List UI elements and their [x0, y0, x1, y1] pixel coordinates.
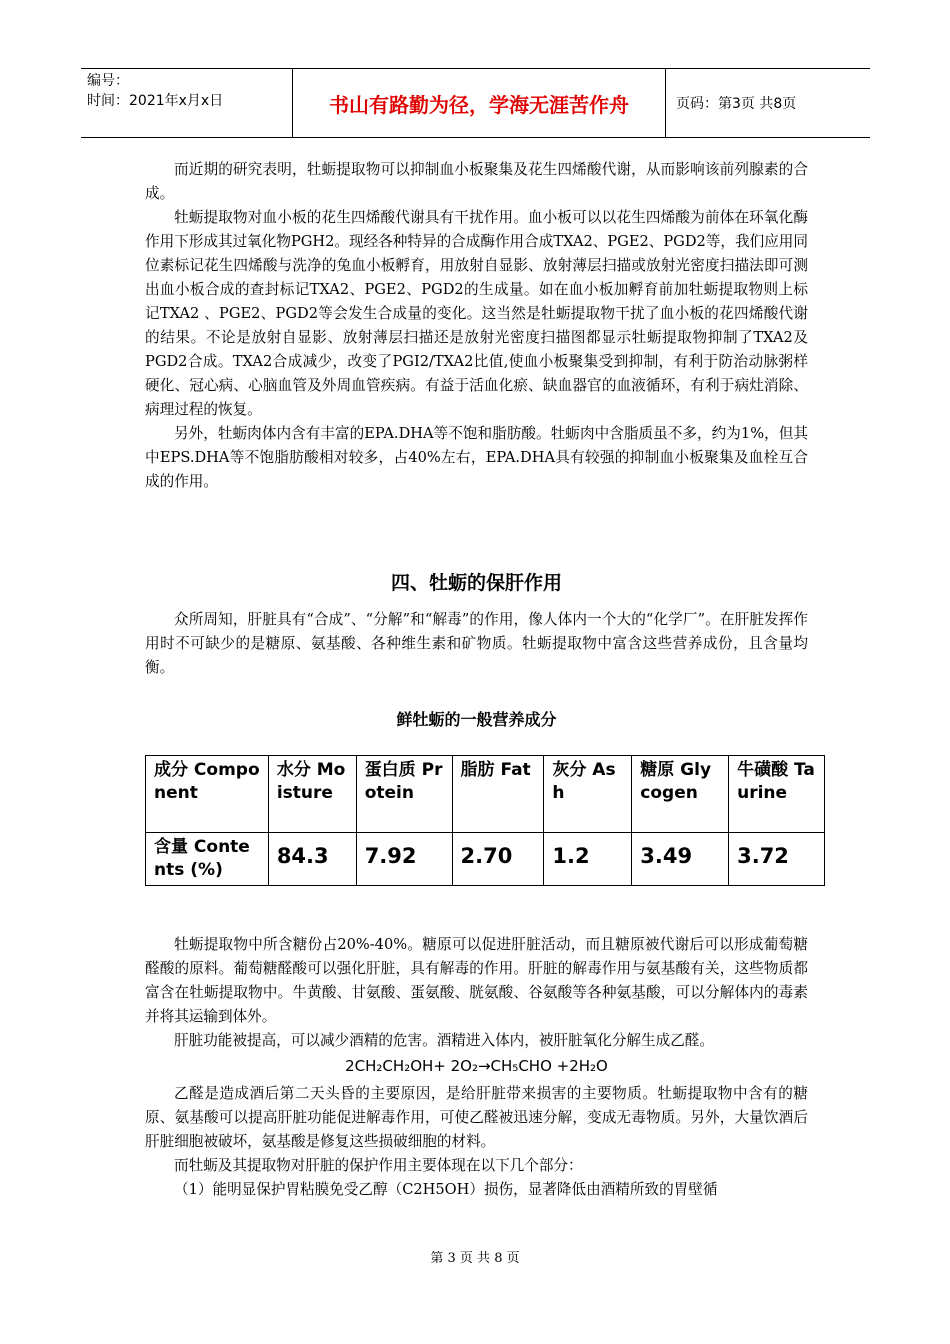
table-header-cell: 脂肪 Fat	[452, 756, 544, 833]
paragraph: 乙醛是造成酒后第二天头昏的主要原因，是给肝脏带来损害的主要物质。牡蛎提取物中含有的糖原、氨基酸可以提高肝脏功能促进解毒作用，可使乙醛被迅速分解，变成无毒物质。另外，大量饮酒后肝脏细胞被破坏，氨基酸是修复这些损破细胞的材料。	[145, 1085, 808, 1150]
table-header-cell: 成分 Component	[146, 756, 269, 833]
table-row	[146, 833, 825, 886]
header-number: 编号：	[87, 73, 129, 89]
header-info	[81, 69, 293, 137]
table-cell: 1.2	[544, 833, 632, 886]
paragraph: 牡蛎提取物对血小板的花生四烯酸代谢具有干扰作用。血小板可以以花生四烯酸为前体在环氧化酶作用下形成其过氧化物PGH2。现经各种特异的合成酶作用合成TXA2、PGE2、PGD2等，我们应用同位素标记花生四烯酸与洗净的兔血小板孵育，用放射自显影、放射薄层扫描或放射光密度扫描法即可测出血小板合成的查封标记TXA2、PGE2、PGD2的生成量。如在血小板加孵育前加牡蛎提取物则上标记TXA2 、PGE2、PGD2等会发生合成量的变化。这当然是牡蛎提取物干扰了血小板的花四烯酸代谢的结果。不论是放射自显影、放射薄层扫描还是放射光密度扫描图都显示牡蛎提取物抑制了TXA2及PGD2合成。TXA2合成减少，改变了PGI2/TXA2比值,使血小板聚集受到抑制，有利于防治动脉粥样硬化、冠心病、心脑血管及外周血管疾病。有益于活血化瘀、缺血器官的血液循环，有利于病灶消除、病理过程的恢复。	[145, 209, 808, 418]
section-4-intro	[145, 608, 808, 680]
paragraph: 肝脏功能被提高，可以减少酒精的危害。酒精进入体内，被肝脏氧化分解生成乙醛。	[174, 1032, 714, 1049]
paragraph: 另外，牡蛎肉体内含有丰富的EPA.DHA等不饱和脂肪酸。牡蛎肉中含脂质虽不多，约为1%，但其中EPS.DHA等不饱脂肪酸相对较多，占40%左右，EPA.DHA具有较强的抑制血小板聚集及血栓互合成的作用。	[145, 425, 808, 490]
section-1-body	[145, 158, 808, 494]
table-header-cell: 牛磺酸 Taurine	[729, 756, 825, 833]
table-cell: 7.92	[356, 833, 452, 886]
table-title: 鲜牡蛎的一般营养成分	[396, 710, 557, 729]
section-after-body-2	[145, 1082, 808, 1202]
paragraph: 众所周知，肝脏具有“合成”、“分解”和“解毒”的作用，像人体内一个大的“化学厂”。在肝脏发挥作用时不可缺少的是糖原、氨基酸、各种维生素和矿物质。牡蛎提取物中富含这些营养成份，且含量均衡。	[145, 611, 808, 676]
table-cell: 84.3	[268, 833, 356, 886]
page-footer: 第 3 页 共 8 页	[430, 1251, 520, 1266]
table-header-cell: 灰分 Ash	[544, 756, 632, 833]
table-cell: 2.70	[452, 833, 544, 886]
paragraph: 而牡蛎及其提取物对肝脏的保护作用主要体现在以下几个部分：	[174, 1157, 583, 1174]
table-header-cell: 糖原 Glycogen	[632, 756, 729, 833]
header-motto: 书山有路勤为径，学海无涯苦作舟	[293, 69, 666, 137]
paragraph: （1）能明显保护胃粘膜免受乙醇（C2H5OH）损伤，显著降低由酒精所致的胃壁循	[174, 1181, 718, 1198]
page-header	[81, 68, 870, 138]
nutrition-table	[145, 755, 825, 886]
chemical-formula: 2CH₂CH₂OH+ 2O₂→CH₅CHO +2H₂O	[345, 1057, 608, 1075]
paragraph: 而近期的研究表明，牡蛎提取物可以抑制血小板聚集及花生四烯酸代谢，从而影响该前列腺素的合成。	[145, 161, 808, 202]
paragraph: 牡蛎提取物中所含糖份占20%-40%。糖原可以促进肝脏活动，而且糖原被代谢后可以形成葡萄糖醛酸的原料。葡萄糖醛酸可以强化肝脏，具有解毒的作用。肝脏的解毒作用与氨基酸有关，这些物质都富含在牡蛎提取物中。牛黄酸、甘氨酸、蛋氨酸、胱氨酸、谷氨酸等各种氨基酸，可以分解体内的毒素并将其运输到体外。	[145, 936, 808, 1025]
section-heading: 四、牡蛎的保肝作用	[390, 572, 562, 594]
section-after-body-1	[145, 933, 808, 1053]
table-header-row	[146, 756, 825, 833]
table-cell: 3.49	[632, 833, 729, 886]
table-header-cell: 水分 Moisture	[268, 756, 356, 833]
table-header-cell: 蛋白质 Protein	[356, 756, 452, 833]
header-time: 时间：2021年x月x日	[87, 93, 224, 109]
header-page-code: 页码：第3页 共8页	[676, 96, 797, 112]
table-row-label: 含量 Contents (%)	[146, 833, 269, 886]
table-cell: 3.72	[729, 833, 825, 886]
